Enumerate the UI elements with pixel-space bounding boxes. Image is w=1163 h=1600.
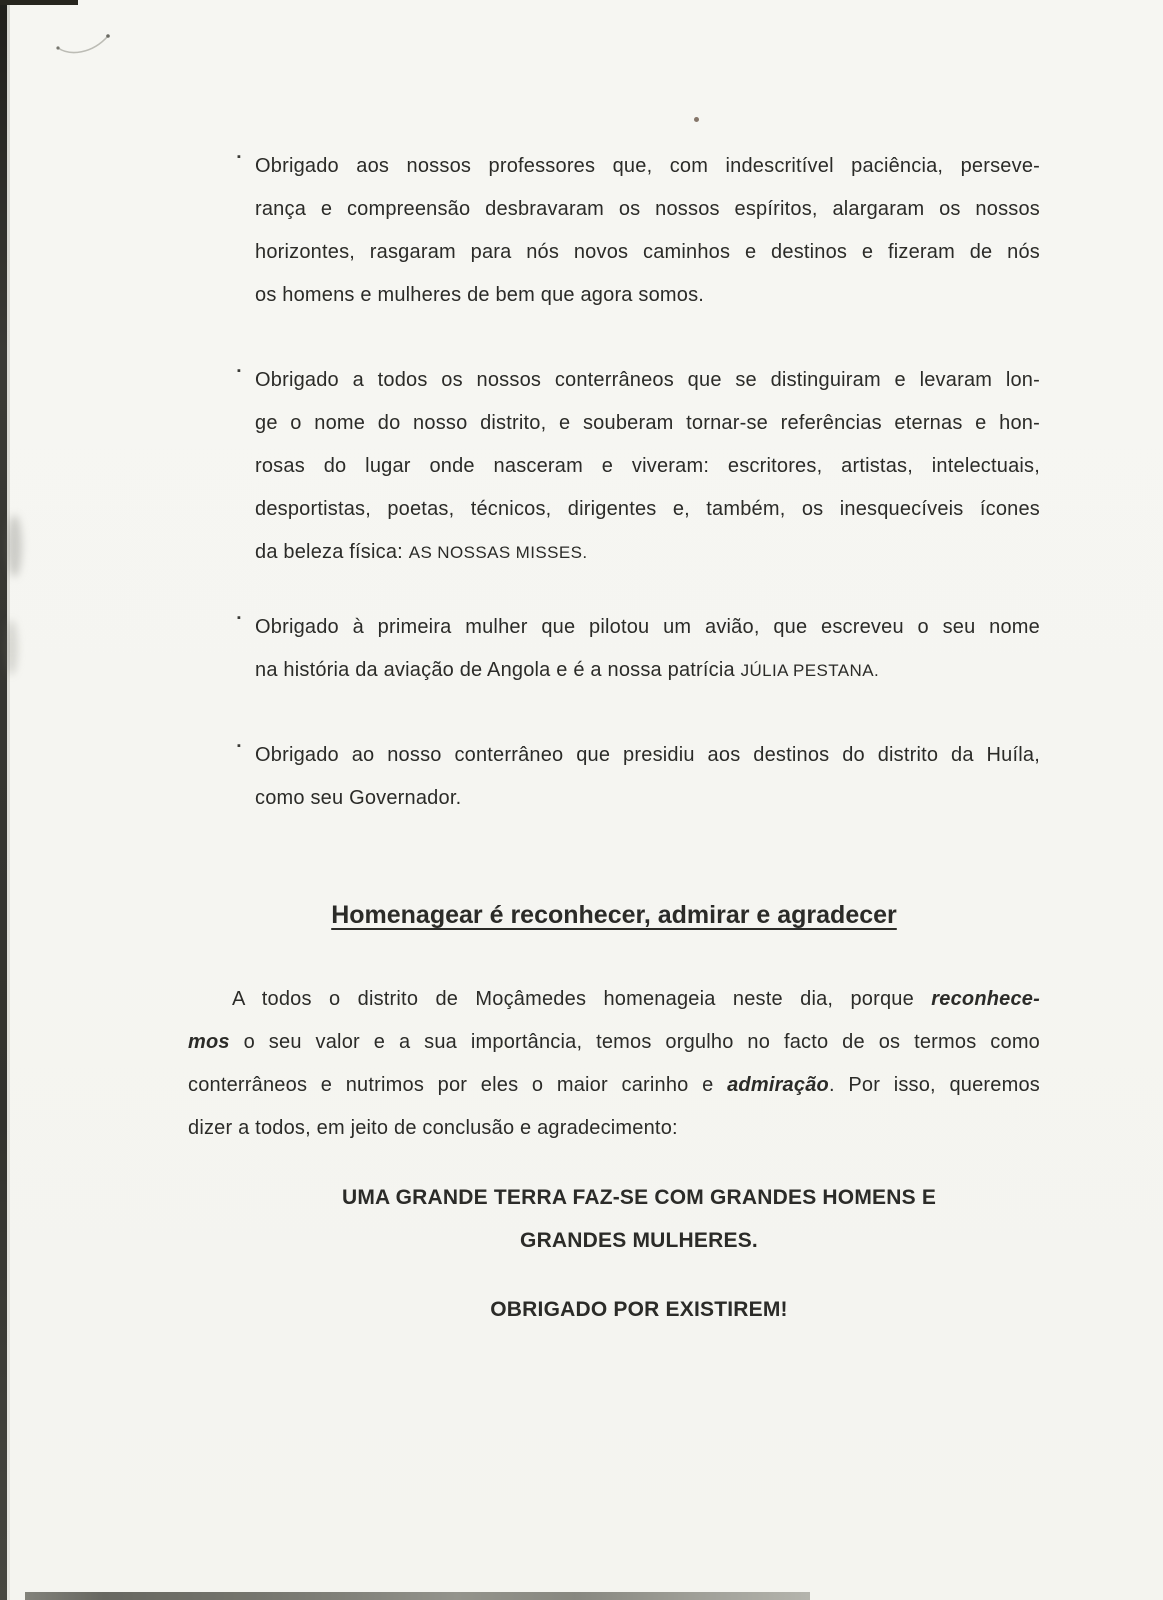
closing-statement [188,1176,1040,1331]
text-segment: Obrigado a todos os nossos conterrâneos que se distinguiram e levaram lon- [255,369,1040,391]
bullet-item-conterraneos [237,359,1040,574]
text-segment-caps: JÚLIA PESTANA. [740,661,880,680]
text-segment: . Por isso, queremos [828,1074,1040,1096]
dust-speck [694,117,699,122]
text-line [188,978,1040,1021]
scan-smudge [7,515,22,577]
text-line [188,1021,1040,1064]
text-line [255,402,1040,445]
text-segment: rosas do lugar onde nasceram e viveram: escritores, artistas, intelectuais, [255,455,1040,477]
closing-line-final: OBRIGADO POR EXISTIREM! [490,1298,788,1321]
closing-line: UMA GRANDE TERRA FAZ-SE COM GRANDES HOMENS E [341,1186,937,1209]
bullet-marker-icon: ▪ [237,151,241,163]
text-line [255,231,1040,274]
text-segment: dizer a todos, em jeito de conclusão e agradecimento: [188,1117,678,1139]
text-segment-caps: AS NOSSAS MISSES. [408,543,588,562]
text-line [188,1064,1040,1107]
scan-edge-left-strip [0,0,7,1600]
text-segment: ge o nome do nosso distrito, e souberam tornar-se referências eternas e hon- [255,412,1040,434]
section-heading [188,896,1040,934]
bullet-item-primeira-mulher [237,606,1040,692]
text-segment: os homens e mulheres de bem que agora somos. [255,284,705,306]
text-segment: Obrigado ao nosso conterrâneo que presidiu aos destinos do distrito da Huíla, [255,744,1040,766]
scan-edge-bottom-strip [25,1592,810,1600]
text-line [255,649,1040,692]
document-content [188,145,1040,1331]
bullet-item-professores [237,145,1040,317]
text-line [255,531,1040,574]
text-segment: desportistas, poetas, técnicos, dirigentes e, também, os inesquecíveis ícones [255,498,1040,520]
text-segment: da beleza física: [255,541,409,563]
text-line [255,606,1040,649]
text-line [188,1107,1040,1150]
text-segment: rança e compreensão desbravaram os nossos espíritos, alargaram os nossos [255,198,1040,220]
text-segment: Obrigado aos nossos professores que, com indescritível paciência, perseve- [255,155,1040,177]
closing-line: GRANDES MULHERES. [520,1229,758,1252]
text-segment: Obrigado à primeira mulher que pilotou um avião, que escreveu o seu nome [255,616,1040,638]
text-line [255,188,1040,231]
body-paragraph [188,978,1040,1150]
bullet-marker-icon: ▪ [237,365,241,377]
text-segment-emphasis: mos [188,1031,230,1053]
bullet-marker-icon: ▪ [237,612,241,624]
text-segment: na história da aviação de Angola e é a nossa patrícia [255,659,741,681]
text-segment-emphasis: admiração [727,1074,829,1096]
bullet-marker-icon: ▪ [237,740,241,752]
text-line [255,274,1040,317]
text-segment: A todos o distrito de Moçâmedes homenageia neste dia, porque [232,988,932,1010]
text-line [255,445,1040,488]
text-line [255,777,1040,820]
text-segment: horizontes, rasgaram para nós novos caminhos e destinos e fizeram de nós [255,241,1040,263]
bullet-item-governador [237,734,1040,820]
text-line [255,734,1040,777]
text-segment: como seu Governador. [255,787,462,809]
text-line [255,359,1040,402]
text-segment: o seu valor e a sua importância, temos orgulho no facto de os termos como [229,1031,1040,1053]
text-line [255,488,1040,531]
scan-edge-left-highlight [7,0,10,1600]
section-heading-text: Homenagear é reconhecer, admirar e agradecer [331,901,897,929]
text-segment: conterrâneos e nutrimos por eles o maior carinho e [188,1074,728,1096]
text-line [255,145,1040,188]
text-segment-emphasis: reconhece- [931,988,1040,1010]
scan-smudge [5,620,18,675]
pen-mark-squiggle [50,26,120,61]
scan-edge-top-corner [0,0,78,5]
